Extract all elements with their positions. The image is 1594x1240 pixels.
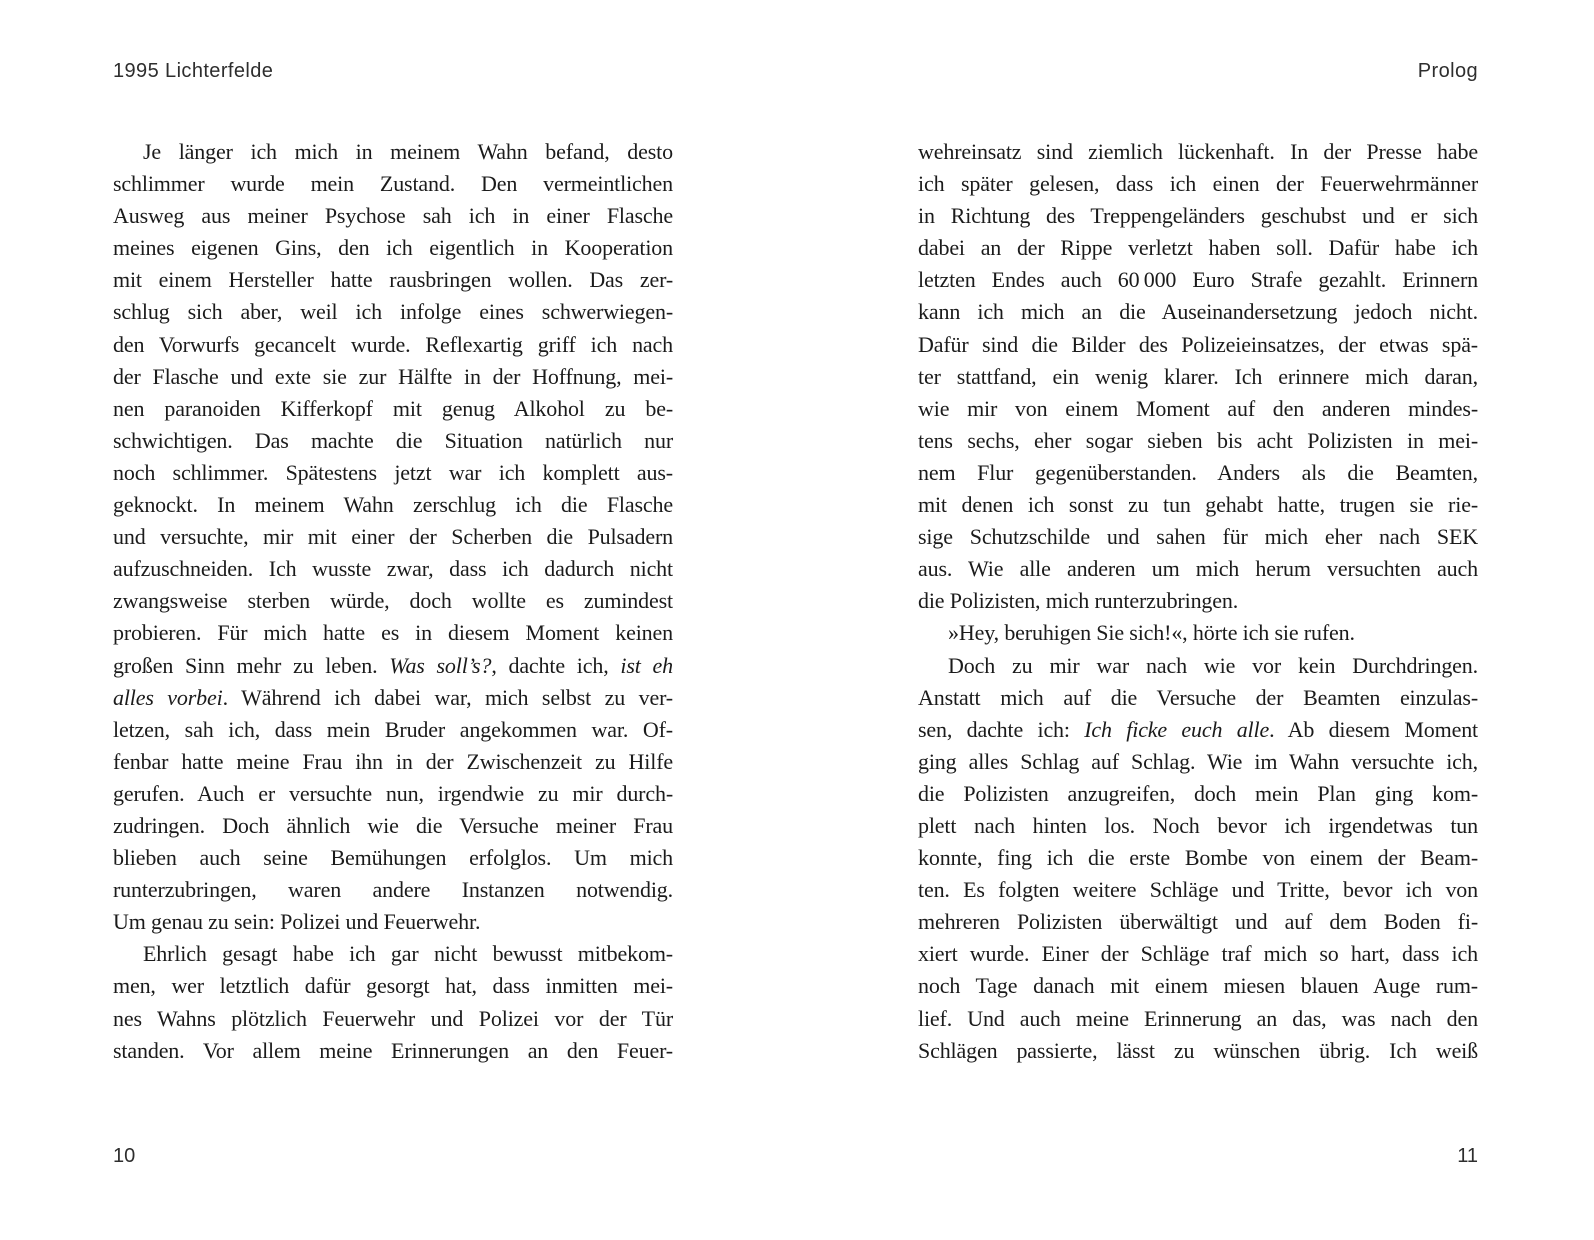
text-line xyxy=(918,200,1478,232)
text-run: der Flasche und exte sie zur Hälfte in der Hoffnung, mei- xyxy=(113,363,673,389)
text-run: lief. Und auch meine Erinnerung an das, was nach den xyxy=(918,1005,1478,1031)
text-line xyxy=(918,970,1478,1002)
text-line xyxy=(113,810,673,842)
text-line xyxy=(918,778,1478,810)
italic-run: ist eh xyxy=(620,652,673,678)
running-header-right: Prolog xyxy=(1417,60,1478,82)
text-run: ich später gelesen, dass ich einen der Feuerwehrmänner xyxy=(918,171,1478,197)
text-run: aus. Wie alle anderen um mich herum versuchten auch xyxy=(918,556,1478,582)
text-run: Ehrlich gesagt habe ich gar nicht bewusst mitbekom- xyxy=(143,941,673,967)
text-run: konnte, fing ich die erste Bombe von einem der Beam- xyxy=(918,845,1478,871)
text-line xyxy=(918,906,1478,938)
text-run: sen, dachte ich: xyxy=(918,716,1085,742)
text-line xyxy=(918,553,1478,585)
text-line xyxy=(918,1035,1478,1067)
text-run: Doch zu mir war nach wie vor kein Durchdringen. xyxy=(948,652,1478,678)
text-run: kann ich mich an die Auseinandersetzung jedoch nicht. xyxy=(918,299,1478,325)
text-line xyxy=(113,425,673,457)
italic-run: Ich ficke euch alle xyxy=(1084,716,1270,742)
text-run: . Ab diesem Moment xyxy=(1269,716,1479,742)
text-run: Schlägen passierte, lässt zu wünschen übrig. Ich weiß xyxy=(918,1037,1478,1063)
text-run: noch schlimmer. Spätestens jetzt war ich komplett aus- xyxy=(113,459,673,485)
text-run: gerufen. Auch er versuchte nun, irgendwie zu mir durch- xyxy=(113,780,673,806)
text-line xyxy=(113,264,673,296)
text-run: den Vorwurfs gecancelt wurde. Reflexartig griff ich nach xyxy=(113,331,673,357)
text-line xyxy=(113,361,673,393)
text-line xyxy=(113,682,673,714)
text-run: zwangsweise sterben würde, doch wollte es zumindest xyxy=(113,588,673,614)
running-header-left: 1995 Lichterfelde xyxy=(113,60,274,82)
text-line xyxy=(918,232,1478,264)
text-line xyxy=(918,714,1478,746)
text-line xyxy=(918,938,1478,970)
text-run: nes Wahns plötzlich Feuerwehr und Polizei vor der Tür xyxy=(113,1005,673,1031)
text-run: mit denen ich sonst zu tun gehabt hatte, trugen sie rie- xyxy=(918,492,1478,518)
text-run: , dachte ich, xyxy=(491,652,621,678)
text-line xyxy=(113,521,673,553)
text-run: »Hey, beruhigen Sie sich!«, hörte ich sie rufen. xyxy=(948,620,1355,646)
text-line xyxy=(918,329,1478,361)
text-run: und versuchte, mir mit einer der Scherben die Pulsadern xyxy=(113,524,673,550)
text-line xyxy=(113,617,673,649)
text-line xyxy=(918,264,1478,296)
text-line xyxy=(918,489,1478,521)
text-run: Dafür sind die Bilder des Polizeieinsatzes, der etwas spä- xyxy=(918,331,1478,357)
text-line xyxy=(113,874,673,906)
text-line xyxy=(918,393,1478,425)
text-run: ging alles Schlag auf Schlag. Wie im Wahn versuchte ich, xyxy=(918,748,1478,774)
text-run: wehreinsatz sind ziemlich lückenhaft. In der Presse habe xyxy=(918,139,1478,164)
text-run: Je länger ich mich in meinem Wahn befand, desto xyxy=(143,139,673,164)
text-line xyxy=(113,778,673,810)
text-line xyxy=(918,361,1478,393)
text-line xyxy=(113,650,673,682)
text-line xyxy=(918,810,1478,842)
text-run: die Polizisten anzugreifen, doch mein Plan ging kom- xyxy=(918,780,1478,806)
text-run: Um genau zu sein: Polizei und Feuerwehr. xyxy=(113,909,481,935)
text-line xyxy=(113,1003,673,1035)
text-line xyxy=(918,585,1478,617)
text-line xyxy=(113,136,673,168)
text-line xyxy=(113,393,673,425)
text-line xyxy=(113,938,673,970)
text-run: probieren. Für mich hatte es in diesem Moment keinen xyxy=(113,620,673,646)
text-run: runterzubringen, waren andere Instanzen notwendig. xyxy=(113,877,673,903)
page-number-left: 10 xyxy=(113,1145,136,1167)
text-line xyxy=(918,746,1478,778)
text-line xyxy=(918,296,1478,328)
text-run: standen. Vor allem meine Erinnerungen an den Feuer- xyxy=(113,1037,673,1063)
text-line xyxy=(113,842,673,874)
text-line xyxy=(113,232,673,264)
text-line xyxy=(113,746,673,778)
text-run: blieben auch seine Bemühungen erfolglos. Um mich xyxy=(113,845,673,871)
text-run: zudringen. Doch ähnlich wie die Versuche meiner Frau xyxy=(113,812,673,838)
text-run: men, wer letztlich dafür gesorgt hat, dass inmitten mei- xyxy=(113,973,673,999)
text-run: die Polizisten, mich runterzubringen. xyxy=(918,588,1239,614)
text-line xyxy=(113,970,673,1002)
text-run: sige Schutzschilde und sahen für mich eher nach SEK xyxy=(918,524,1478,550)
text-column-right xyxy=(918,136,1478,1067)
text-run: xiert wurde. Einer der Schläge traf mich so hart, dass ich xyxy=(918,941,1478,967)
page-number-right: 11 xyxy=(1457,1145,1478,1167)
text-line xyxy=(113,168,673,200)
text-run: mehreren Polizisten überwältigt und auf dem Boden fi- xyxy=(918,909,1478,935)
text-run: schwichtigen. Das machte die Situation natürlich nur xyxy=(113,427,673,453)
text-line xyxy=(113,906,673,938)
italic-run: alles vorbei xyxy=(113,684,223,710)
text-run: in Richtung des Treppengeländers geschubst und er sich xyxy=(918,203,1478,229)
text-run: Ausweg aus meiner Psychose sah ich in einer Flasche xyxy=(113,203,673,229)
text-line xyxy=(918,168,1478,200)
text-line xyxy=(918,425,1478,457)
text-line xyxy=(113,329,673,361)
text-run: ter stattfand, ein wenig klarer. Ich erinnere mich daran, xyxy=(918,363,1478,389)
text-line xyxy=(918,136,1478,168)
text-run: letzten Endes auch 60 000 Euro Strafe gezahlt. Erinnern xyxy=(918,267,1478,293)
text-run: wie mir von einem Moment auf den anderen mindes- xyxy=(918,395,1478,421)
text-line xyxy=(918,874,1478,906)
text-run: dabei an der Rippe verletzt haben soll. Dafür habe ich xyxy=(918,235,1478,261)
text-run: nem Flur gegenüberstanden. Anders als die Beamten, xyxy=(918,459,1478,485)
text-line xyxy=(918,1003,1478,1035)
text-run: schlimmer wurde mein Zustand. Den vermeintlichen xyxy=(113,171,673,197)
text-run: schlug sich aber, weil ich infolge eines schwerwiegen- xyxy=(113,299,673,325)
text-line xyxy=(918,842,1478,874)
text-run: mit einem Hersteller hatte rausbringen wollen. Das zer- xyxy=(113,267,673,293)
text-line xyxy=(918,650,1478,682)
text-line xyxy=(113,200,673,232)
text-line xyxy=(113,489,673,521)
text-run: Anstatt mich auf die Versuche der Beamten einzulas- xyxy=(918,684,1478,710)
text-column-left xyxy=(113,136,673,1067)
text-line xyxy=(113,553,673,585)
text-line xyxy=(113,457,673,489)
text-line xyxy=(918,617,1478,649)
text-run: . Während ich dabei war, mich selbst zu ver- xyxy=(222,684,673,710)
italic-run: Was soll’s? xyxy=(389,652,492,678)
text-line xyxy=(113,1035,673,1067)
text-run: tens sechs, eher sogar sieben bis acht Polizisten in mei- xyxy=(918,427,1478,453)
text-run: plett nach hinten los. Noch bevor ich irgendetwas tun xyxy=(918,812,1478,838)
text-run: ten. Es folgten weitere Schläge und Tritte, bevor ich von xyxy=(918,877,1478,903)
text-run: fenbar hatte meine Frau ihn in der Zwischenzeit zu Hilfe xyxy=(113,748,673,774)
text-run: geknockt. In meinem Wahn zerschlug ich die Flasche xyxy=(113,492,673,518)
text-run: letzen, sah ich, dass mein Bruder angekommen war. Of- xyxy=(113,716,673,742)
text-line xyxy=(918,521,1478,553)
text-line xyxy=(113,585,673,617)
text-run: aufzuschneiden. Ich wusste zwar, dass ich dadurch nicht xyxy=(113,556,673,582)
text-run: meines eigenen Gins, den ich eigentlich in Kooperation xyxy=(113,235,673,261)
text-run: nen paranoiden Kifferkopf mit genug Alkohol zu be- xyxy=(113,395,673,421)
text-line xyxy=(918,457,1478,489)
text-line xyxy=(113,714,673,746)
text-line xyxy=(113,296,673,328)
text-line xyxy=(918,682,1478,714)
text-run: großen Sinn mehr zu leben. xyxy=(113,652,390,678)
text-run: noch Tage danach mit einem miesen blauen Auge rum- xyxy=(918,973,1478,999)
